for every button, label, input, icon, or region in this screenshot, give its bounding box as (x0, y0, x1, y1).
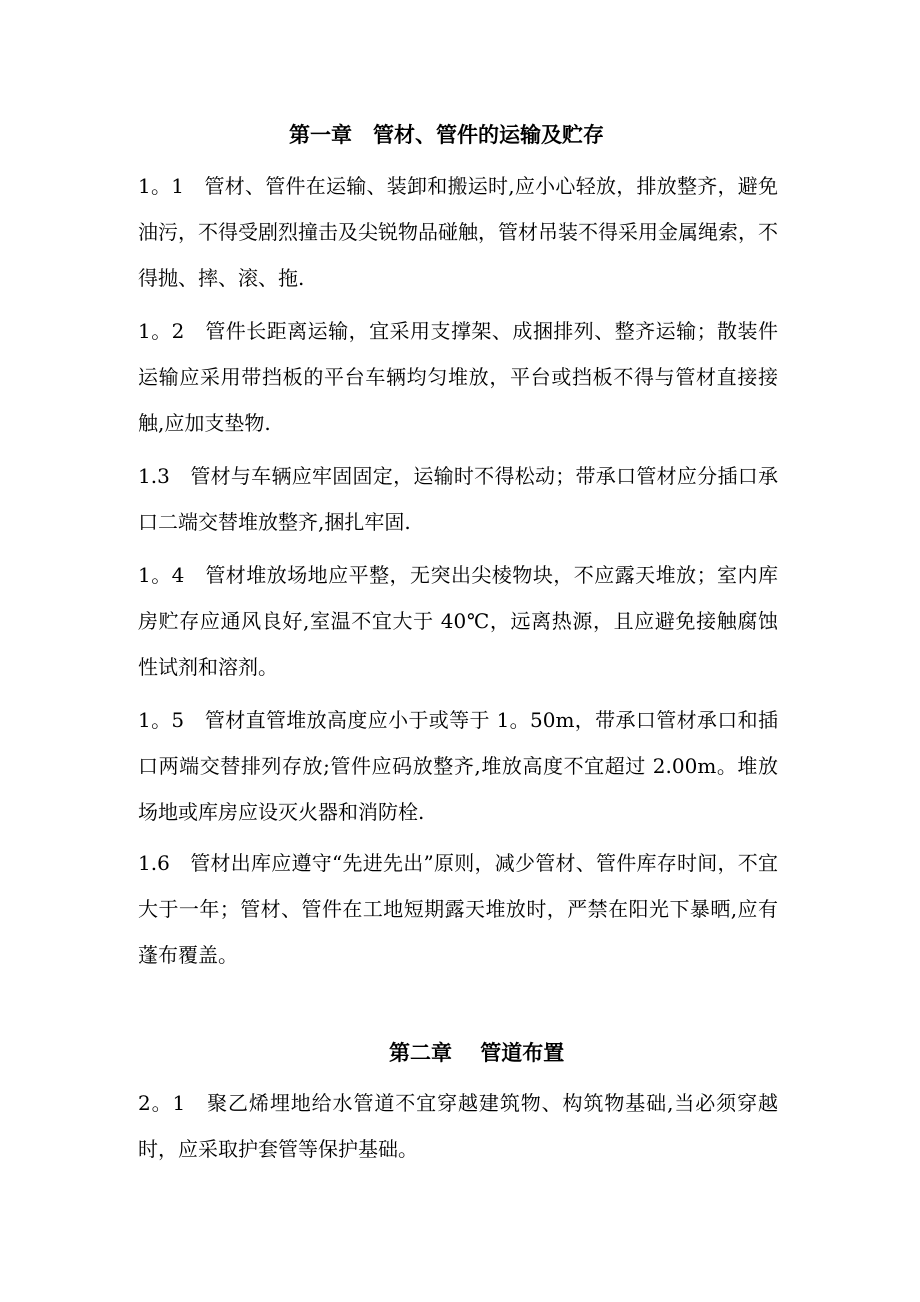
paragraph-1-1: 1。1 管材、管件在运输、装卸和搬运时,应小心轻放，排放整齐，避免油污，不得受剧烈撞击及尖锐物品碰触，管材吊装不得采用金属绳索，不得抛、摔、滚、拖. (138, 174, 778, 290)
paragraph-1-2: 1。2 管件长距离运输，宜采用支撑架、成捆排列、整齐运输；散装件运输应采用带挡板的平台车辆均匀堆放，平台或挡板不得与管材直接接触,应加支垫物. (138, 319, 778, 435)
paragraph-2-1: 2。1 聚乙烯埋地给水管道不宜穿越建筑物、构筑物基础,当必须穿越时，应采取护套管等保护基础。 (138, 1091, 778, 1161)
paragraph-1-6: 1.6 管材出库应遵守“先进先出”原则，减少管材、管件库存时间，不宜大于一年；管材、管件在工地短期露天堆放时，严禁在阳光下暴晒,应有蓬布覆盖。 (138, 851, 778, 967)
paragraph-1-3: 1.3 管材与车辆应牢固固定，运输时不得松动；带承口管材应分插口承口二端交替堆放整齐,捆扎牢固. (138, 464, 778, 534)
paragraph-1-5: 1。5 管材直管堆放高度应小于或等于 1。50m，带承口管材承口和插口两端交替排列存放;管件应码放整齐,堆放高度不宜超过 2.00m。堆放场地或库房应设灭火器和消防栓. (138, 708, 778, 824)
paragraph-1-4: 1。4 管材堆放场地应平整，无突出尖棱物块，不应露天堆放；室内库房贮存应通风良好,室温不宜大于 40℃，远离热源，且应避免接触腐蚀性试剂和溶剂。 (138, 563, 778, 679)
chapter-2-title: 第二章 管道布置 (389, 1040, 565, 1065)
chapter-1-title: 第一章 管材、管件的运输及贮存 (289, 122, 604, 147)
